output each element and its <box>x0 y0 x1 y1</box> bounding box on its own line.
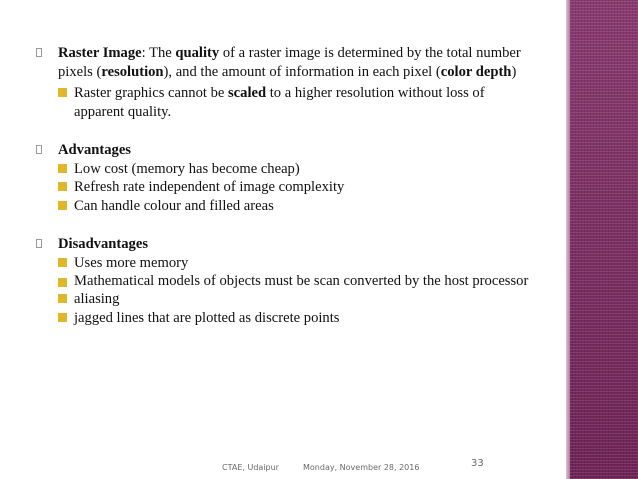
text-fragment: to a higher resolution without loss of apparent quality. <box>74 85 485 120</box>
bullet-raster-image <box>36 44 536 81</box>
bullet-marker-icon <box>36 48 42 57</box>
list-item-text: Low cost (memory has become cheap) <box>74 160 300 177</box>
square-bullet-icon <box>58 313 67 322</box>
list-item-text: aliasing <box>74 291 120 307</box>
decorative-sidebar <box>566 0 638 479</box>
text-fragment: Raster graphics cannot be <box>74 85 228 101</box>
advantages-heading: Advantages <box>58 142 131 158</box>
list-item-text: Mathematical models of objects must be scan converted by the host processor <box>74 273 529 289</box>
square-bullet-icon <box>58 88 67 97</box>
list-item-text: jagged lines that are plotted as discrete points <box>74 309 340 326</box>
text-fragment: ) <box>511 63 517 80</box>
list-item-text: Can handle colour and filled areas <box>74 197 274 214</box>
list-item <box>36 272 536 288</box>
list-item <box>36 160 536 179</box>
list-item <box>36 178 536 197</box>
square-bullet-icon <box>58 201 67 210</box>
bullet-disadvantages <box>36 235 536 254</box>
sub-bullet-scaling <box>36 84 536 121</box>
bullet-marker-icon <box>36 239 42 248</box>
square-bullet-icon <box>58 258 67 267</box>
square-bullet-icon <box>58 278 67 287</box>
disadvantages-heading: Disadvantages <box>58 236 149 252</box>
term-resolution: resolution <box>101 63 164 80</box>
term-color-depth: color depth <box>440 63 512 80</box>
slide-content <box>36 44 536 327</box>
bullet-marker-icon <box>36 145 42 154</box>
square-bullet-icon <box>58 164 67 173</box>
square-bullet-icon <box>58 294 67 303</box>
text-fragment: ), and the amount of information in each pixel ( <box>163 63 441 80</box>
term-quality: quality <box>175 45 220 61</box>
list-item <box>36 254 536 273</box>
list-item <box>36 309 536 328</box>
term-scaled: scaled <box>228 85 267 101</box>
text-fragment: of a raster image is determined by the total number pixels ( <box>58 45 521 80</box>
sidebar-edge <box>566 0 570 479</box>
list-item <box>36 197 536 216</box>
footer-org: CTAE, Udaipur <box>222 463 279 472</box>
text-fragment: : The <box>141 45 176 61</box>
term-raster-image: Raster Image <box>58 45 142 61</box>
footer-date: Monday, November 28, 2016 <box>303 463 420 472</box>
list-item-text: Uses more memory <box>74 254 189 271</box>
bullet-advantages <box>36 141 536 160</box>
list-item-text: Refresh rate independent of image complexity <box>74 179 345 195</box>
list-item <box>36 290 536 309</box>
page-number: 33 <box>471 458 484 469</box>
square-bullet-icon <box>58 182 67 191</box>
